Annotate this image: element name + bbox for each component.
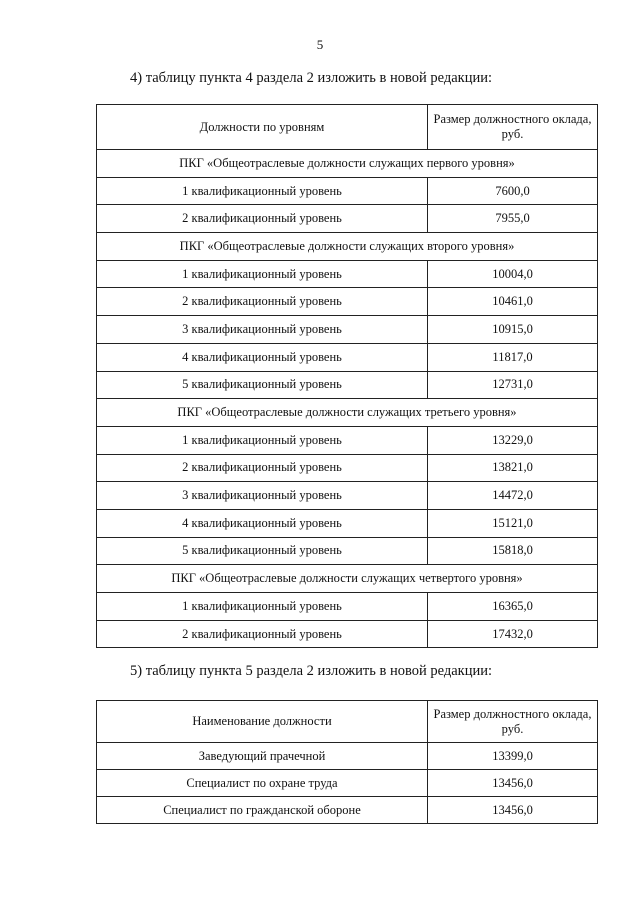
position-name: Специалист по охране труда	[97, 770, 428, 797]
group-title: ПКГ «Общеотраслевые должности служащих четвертого уровня»	[97, 565, 598, 593]
salary-table-positions	[96, 700, 598, 824]
group-header-row	[97, 233, 598, 261]
salary-table-levels	[96, 104, 598, 648]
table-row	[97, 316, 598, 344]
salary-value: 15121,0	[428, 509, 598, 537]
table-row	[97, 797, 598, 824]
section5-intro: 5) таблицу пункта 5 раздела 2 изложить в новой редакции:	[130, 663, 492, 679]
salary-value: 13456,0	[428, 770, 598, 797]
salary-value: 16365,0	[428, 593, 598, 621]
qualification-level: 4 квалификационный уровень	[97, 509, 428, 537]
table-row	[97, 620, 598, 648]
table-header-row	[97, 105, 598, 150]
qualification-level: 4 квалификационный уровень	[97, 343, 428, 371]
qualification-level: 2 квалификационный уровень	[97, 288, 428, 316]
table-row	[97, 260, 598, 288]
qualification-level: 2 квалификационный уровень	[97, 620, 428, 648]
table-row	[97, 743, 598, 770]
table-row	[97, 593, 598, 621]
salary-value: 12731,0	[428, 371, 598, 399]
group-header-row	[97, 565, 598, 593]
table-row	[97, 205, 598, 233]
salary-value: 13229,0	[428, 426, 598, 454]
group-title: ПКГ «Общеотраслевые должности служащих первого уровня»	[97, 150, 598, 178]
qualification-level: 5 квалификационный уровень	[97, 537, 428, 565]
qualification-level: 1 квалификационный уровень	[97, 593, 428, 621]
salary-value: 15818,0	[428, 537, 598, 565]
salary-value: 7955,0	[428, 205, 598, 233]
salary-value: 17432,0	[428, 620, 598, 648]
group-header-row	[97, 150, 598, 178]
qualification-level: 2 квалификационный уровень	[97, 205, 428, 233]
group-header-row	[97, 399, 598, 427]
salary-value: 13821,0	[428, 454, 598, 482]
position-name: Заведующий прачечной	[97, 743, 428, 770]
table-row	[97, 482, 598, 510]
position-name: Специалист по гражданской обороне	[97, 797, 428, 824]
column-header-salary: Размер должностного оклада, руб.	[428, 105, 598, 150]
table-row	[97, 454, 598, 482]
qualification-level: 3 квалификационный уровень	[97, 316, 428, 344]
table-header-row	[97, 701, 598, 743]
salary-value: 11817,0	[428, 343, 598, 371]
group-title: ПКГ «Общеотраслевые должности служащих второго уровня»	[97, 233, 598, 261]
table-row	[97, 426, 598, 454]
table-row	[97, 509, 598, 537]
group-title: ПКГ «Общеотраслевые должности служащих третьего уровня»	[97, 399, 598, 427]
table-row	[97, 770, 598, 797]
qualification-level: 1 квалификационный уровень	[97, 426, 428, 454]
column-header-position-name: Наименование должности	[97, 701, 428, 743]
qualification-level: 3 квалификационный уровень	[97, 482, 428, 510]
salary-value: 7600,0	[428, 177, 598, 205]
page-number: 5	[316, 37, 324, 52]
salary-value: 13456,0	[428, 797, 598, 824]
table-row	[97, 288, 598, 316]
qualification-level: 1 квалификационный уровень	[97, 260, 428, 288]
section4-intro: 4) таблицу пункта 4 раздела 2 изложить в новой редакции:	[130, 70, 492, 86]
table-row	[97, 537, 598, 565]
qualification-level: 5 квалификационный уровень	[97, 371, 428, 399]
table-row	[97, 177, 598, 205]
qualification-level: 1 квалификационный уровень	[97, 177, 428, 205]
column-header-salary: Размер должностного оклада, руб.	[428, 701, 598, 743]
table-row	[97, 343, 598, 371]
table-row	[97, 371, 598, 399]
qualification-level: 2 квалификационный уровень	[97, 454, 428, 482]
salary-value: 10461,0	[428, 288, 598, 316]
column-header-positions: Должности по уровням	[97, 105, 428, 150]
salary-value: 10915,0	[428, 316, 598, 344]
salary-value: 14472,0	[428, 482, 598, 510]
salary-value: 10004,0	[428, 260, 598, 288]
salary-value: 13399,0	[428, 743, 598, 770]
